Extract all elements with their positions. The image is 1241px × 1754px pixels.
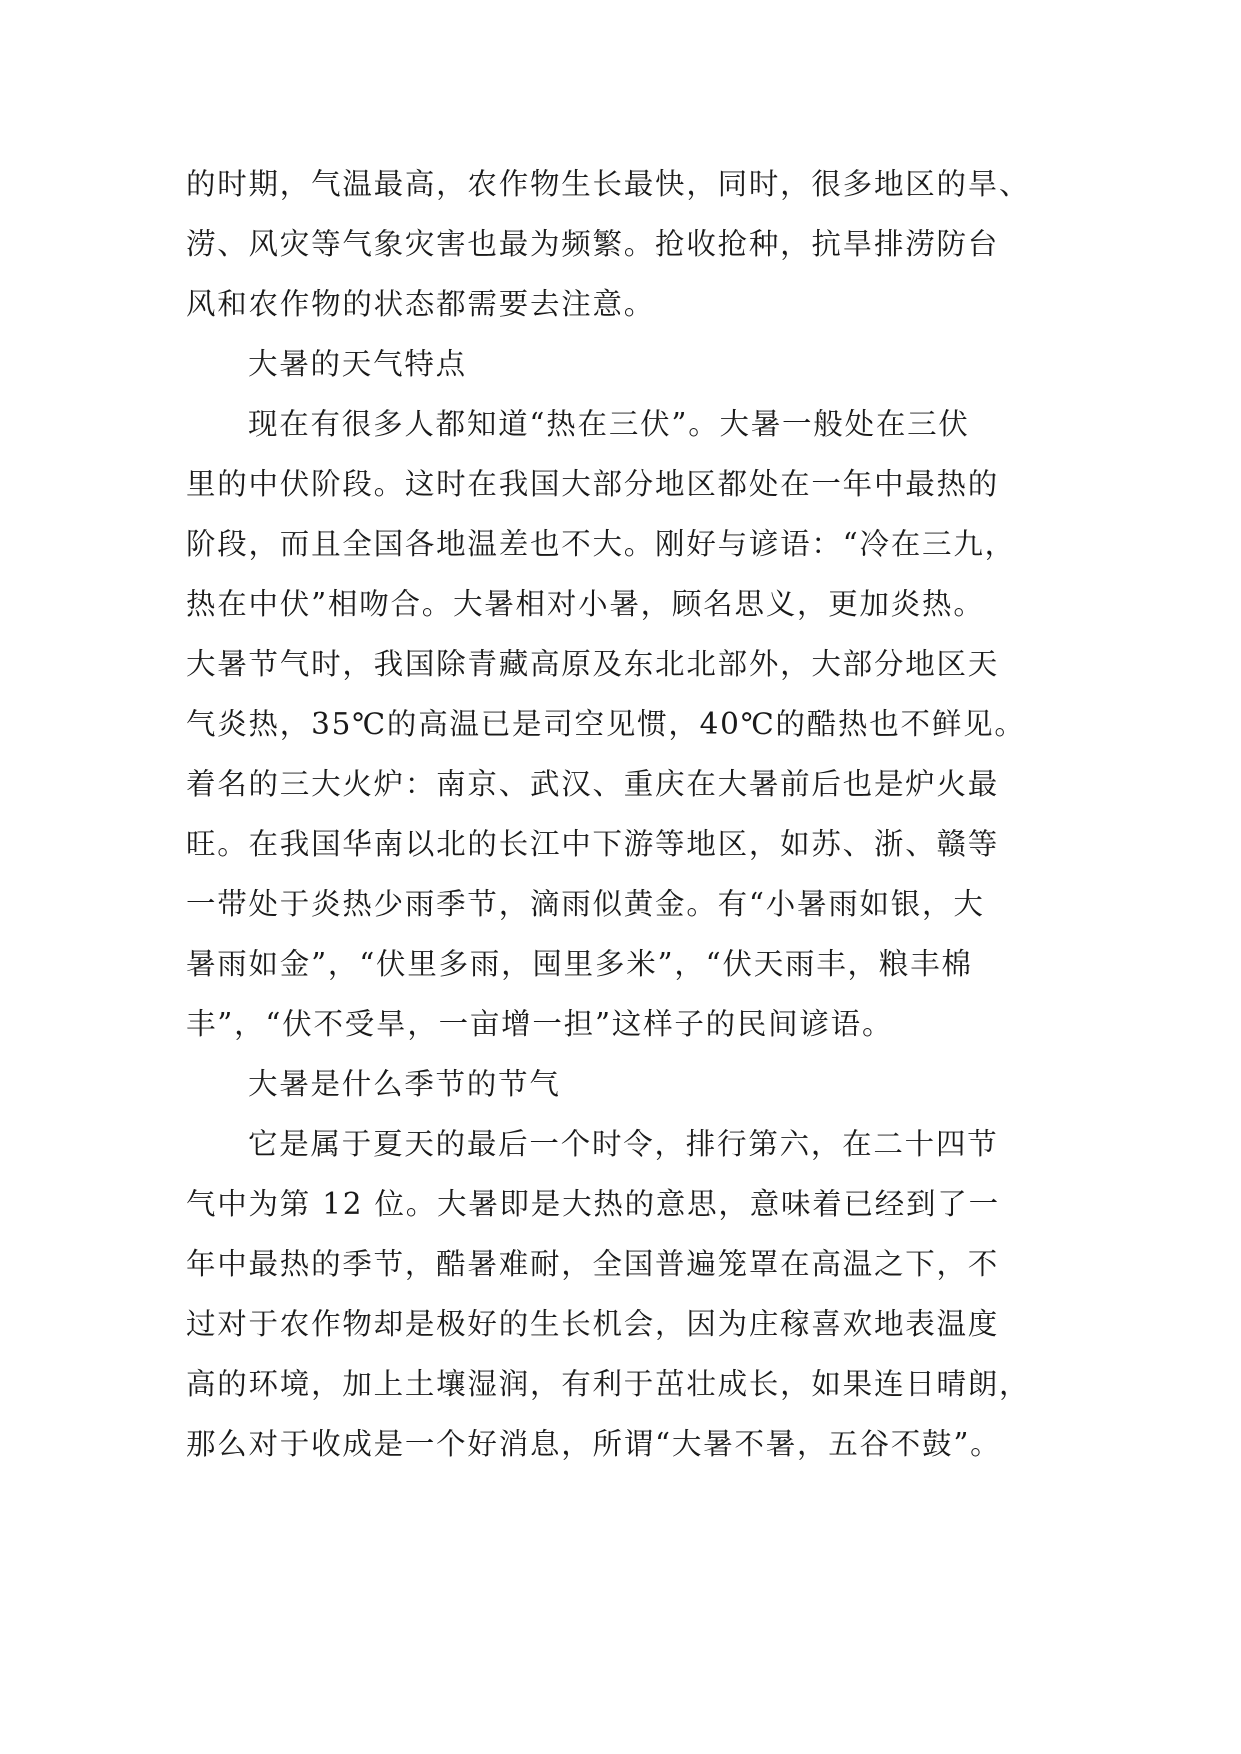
paragraph-line: 现在有很多人都知道“热在三伏”。大暑一般处在三伏 [248,407,970,441]
paragraph-line: 年中最热的季节，酷暑难耐，全国普遍笼罩在高温之下，不 [186,1247,1000,1281]
paragraph-line: 涝、风灾等气象灾害也最为频繁。抢收抢种，抗旱排涝防台 [186,227,1000,261]
paragraph [186,154,1062,334]
paragraph-line: 一带处于炎热少雨季节，滴雨似黄金。有“小暑雨如银，大 [186,887,985,921]
paragraph-line: 那么对于收成是一个好消息，所谓“大暑不暑，五谷不鼓”。 [186,1427,1002,1461]
paragraph-line: 它是属于夏天的最后一个时令，排行第六，在二十四节 [248,1127,999,1161]
paragraph-line: 高的环境，加上土壤湿润，有利于茁壮成长，如果连日晴朗， [186,1367,1031,1401]
paragraph-line: 着名的三大火炉：南京、武汉、重庆在大暑前后也是炉火最 [186,767,1000,801]
paragraph-line: 过对于农作物却是极好的生长机会，因为庄稼喜欢地表温度 [186,1307,1000,1341]
paragraph-line: 大暑节气时，我国除青藏高原及东北北部外，大部分地区天 [186,647,1000,681]
paragraph-line: 气中为第 12 位。大暑即是大热的意思，意味着已经到了一 [186,1187,1000,1221]
section-heading [186,334,1062,394]
heading-text: 大暑的天气特点 [248,347,467,381]
paragraph-line: 丰”，“伏不受旱，一亩增一担”这样子的民间谚语。 [186,1007,894,1041]
section-heading [186,1054,1062,1114]
document-body [186,154,1062,1474]
paragraph-line: 热在中伏”相吻合。大暑相对小暑，顾名思义，更加炎热。 [186,587,985,621]
paragraph-line: 气炎热，35℃的高温已是司空见惯，40℃的酷热也不鲜见。 [186,707,1026,741]
paragraph-line: 旺。在我国华南以北的长江中下游等地区，如苏、浙、赣等 [186,827,1000,861]
paragraph-line: 的时期，气温最高，农作物生长最快，同时，很多地区的旱、 [186,167,1031,201]
paragraph-line: 阶段，而且全国各地温差也不大。刚好与谚语：“冷在三九， [186,527,1016,561]
paragraph-line: 风和农作物的状态都需要去注意。 [186,287,656,321]
paragraph [186,394,1062,1054]
heading-text: 大暑是什么季节的节气 [248,1067,561,1101]
paragraph-line: 里的中伏阶段。这时在我国大部分地区都处在一年中最热的 [186,467,1000,501]
paragraph [186,1114,1062,1474]
paragraph-line: 暑雨如金”，“伏里多雨，囤里多米”，“伏天雨丰，粮丰棉 [186,947,973,981]
